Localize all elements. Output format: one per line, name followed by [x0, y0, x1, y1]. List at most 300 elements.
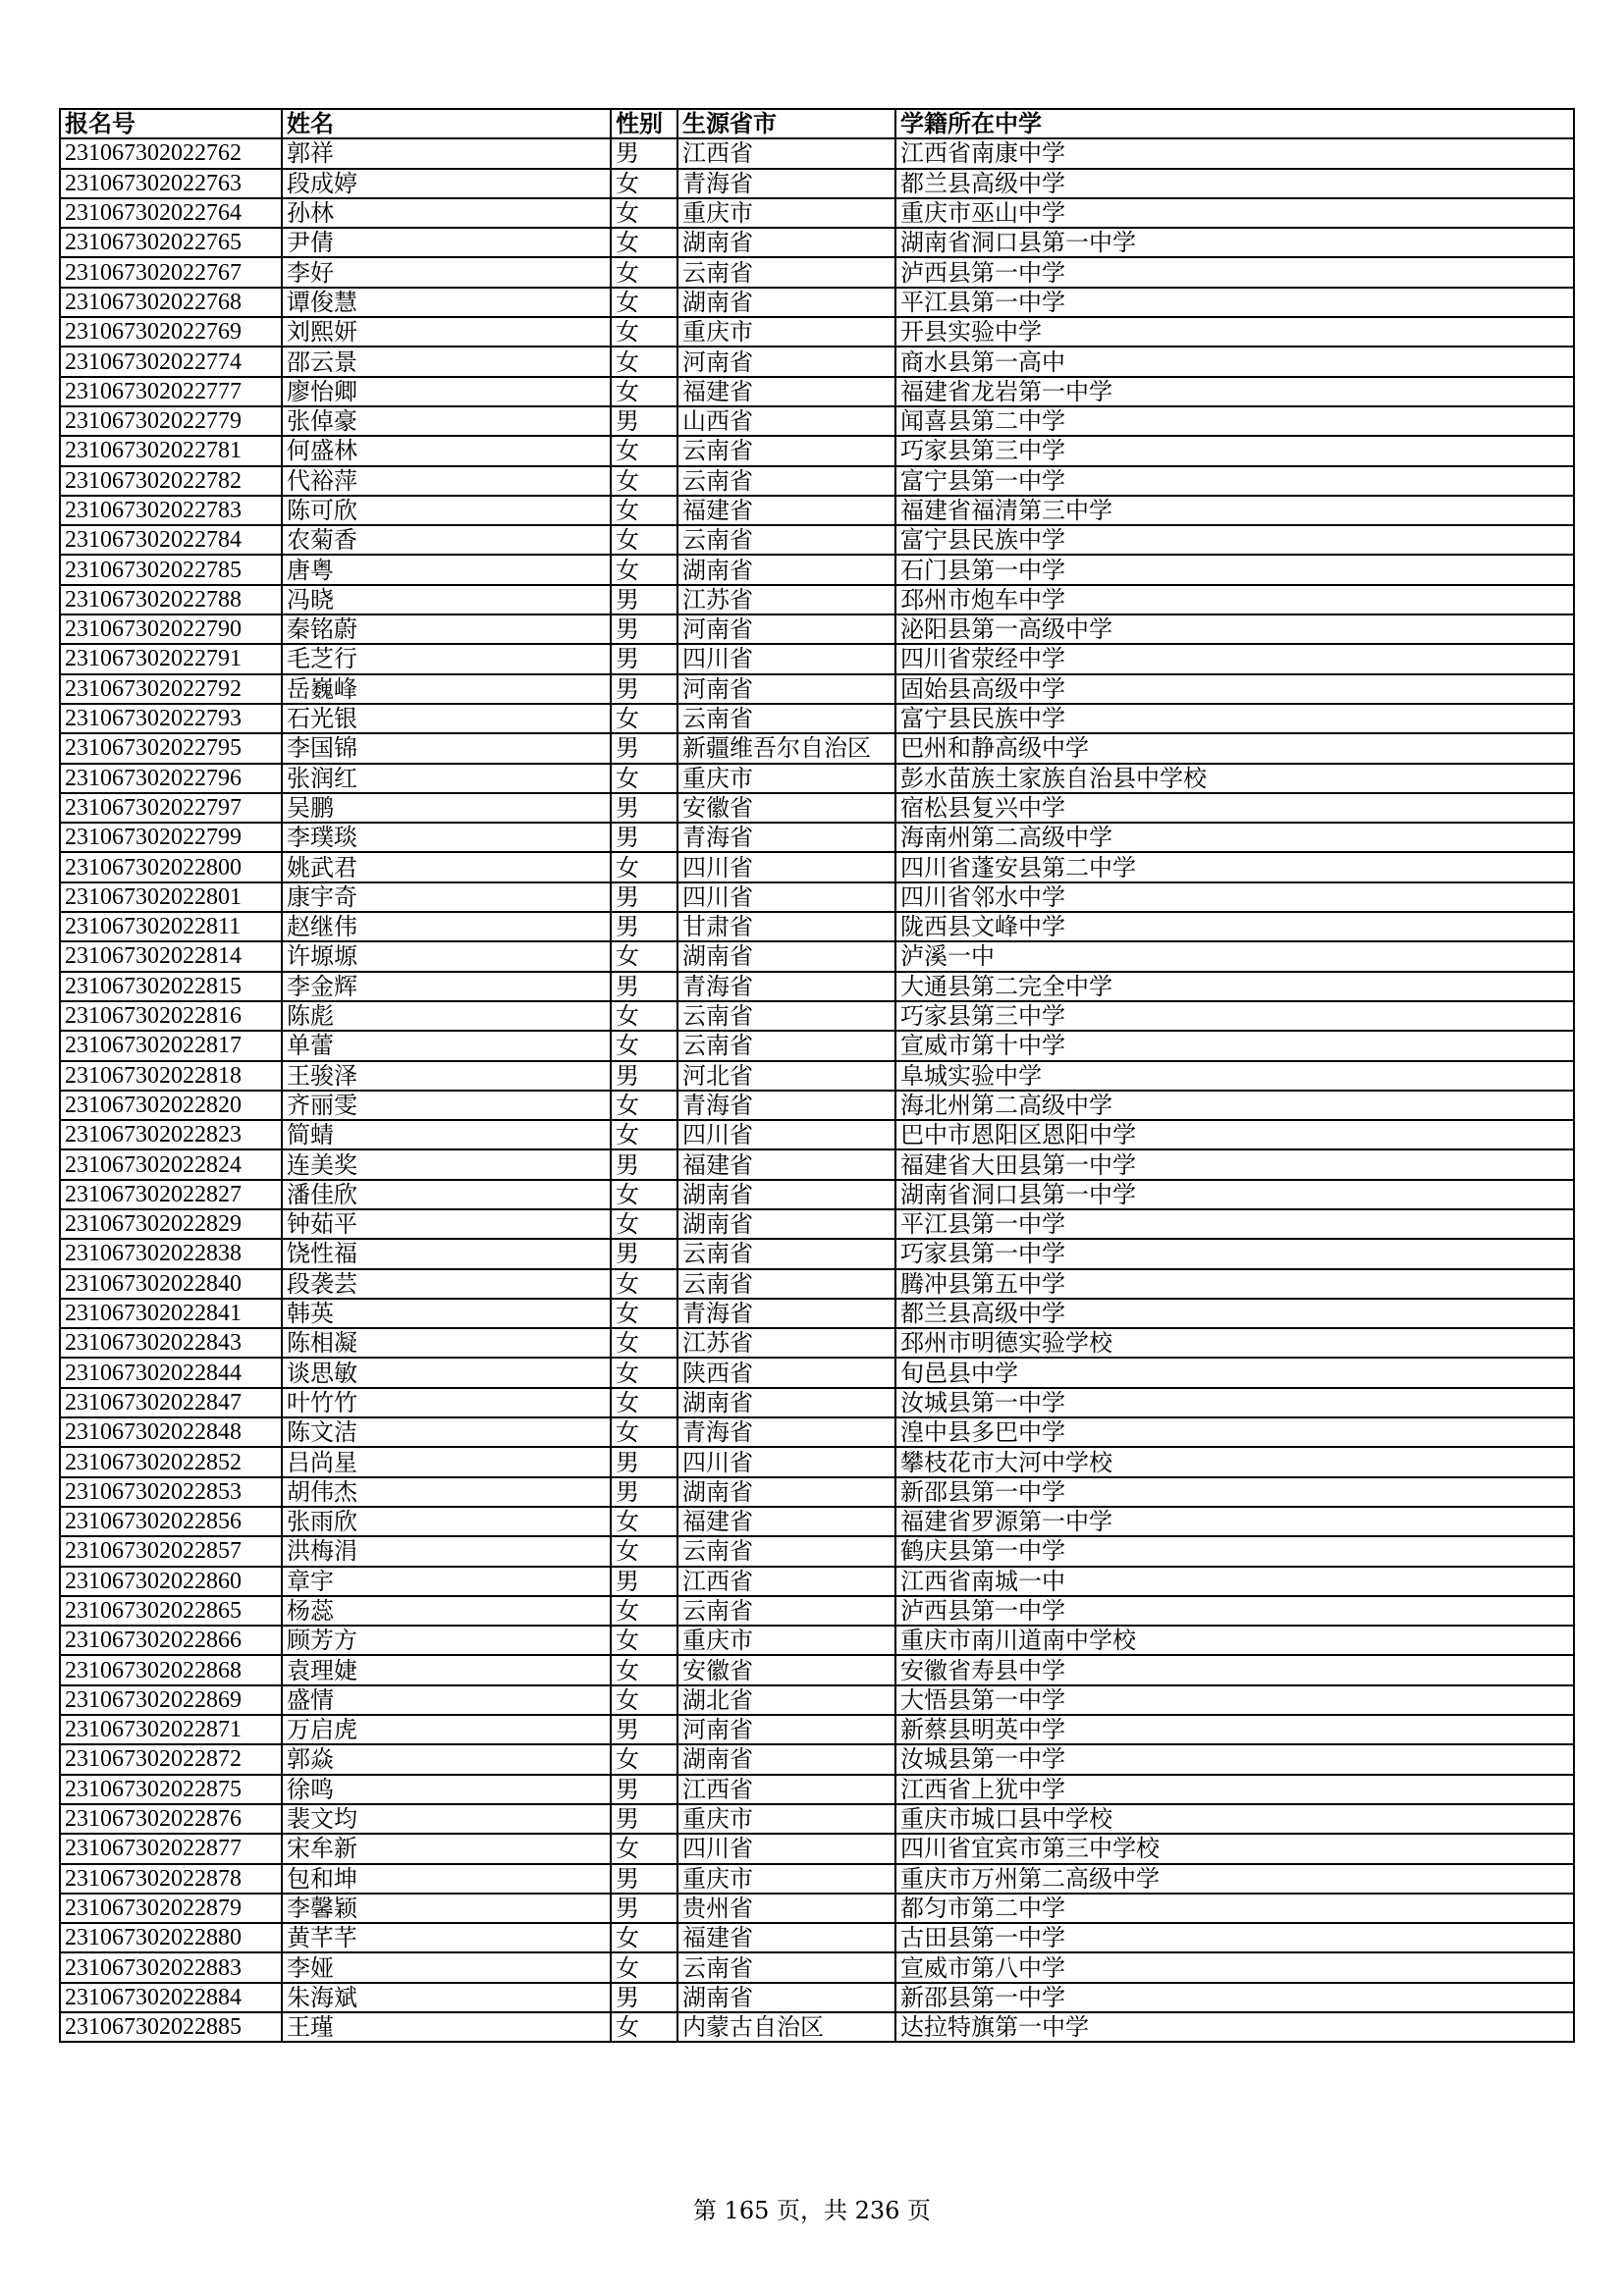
table-row — [60, 406, 1574, 436]
gender-cell: 男 — [611, 1894, 677, 1923]
registration-number-cell: 231067302022848 — [60, 1417, 282, 1447]
name-cell: 何盛林 — [282, 436, 611, 465]
province-cell: 四川省 — [677, 882, 895, 912]
high-school-cell: 邳州市炮车中学 — [895, 585, 1574, 614]
table-row — [60, 1417, 1574, 1447]
name-cell: 许塬塬 — [282, 941, 611, 971]
province-cell: 湖南省 — [677, 228, 895, 257]
high-school-cell: 闻喜县第二中学 — [895, 406, 1574, 436]
table-row — [60, 1031, 1574, 1060]
high-school-cell: 重庆市南川道南中学校 — [895, 1626, 1574, 1655]
name-cell: 饶性福 — [282, 1239, 611, 1268]
high-school-cell: 湖南省洞口县第一中学 — [895, 1180, 1574, 1209]
high-school-cell: 泸西县第一中学 — [895, 1596, 1574, 1626]
registration-number-cell: 231067302022815 — [60, 972, 282, 1001]
gender-cell: 女 — [611, 198, 677, 228]
registration-number-cell: 231067302022829 — [60, 1209, 282, 1239]
province-cell: 青海省 — [677, 972, 895, 1001]
table-row — [60, 1567, 1574, 1596]
high-school-cell: 泸西县第一中学 — [895, 257, 1574, 287]
name-cell: 李好 — [282, 257, 611, 287]
high-school-cell: 四川省邻水中学 — [895, 882, 1574, 912]
registration-number-cell: 231067302022793 — [60, 704, 282, 733]
registration-number-cell: 231067302022838 — [60, 1239, 282, 1268]
header-registration-number: 报名号 — [60, 109, 282, 138]
gender-cell: 男 — [611, 1477, 677, 1507]
name-cell: 陈相凝 — [282, 1328, 611, 1358]
gender-cell: 男 — [611, 1983, 677, 2012]
table-row — [60, 644, 1574, 673]
registration-number-cell: 231067302022827 — [60, 1180, 282, 1209]
registration-number-cell: 231067302022765 — [60, 228, 282, 257]
province-cell: 湖南省 — [677, 1180, 895, 1209]
province-cell: 湖南省 — [677, 941, 895, 971]
table-row — [60, 347, 1574, 376]
table-row — [60, 1685, 1574, 1715]
gender-cell: 女 — [611, 1328, 677, 1358]
province-cell: 青海省 — [677, 823, 895, 852]
table-body — [60, 138, 1574, 2042]
high-school-cell: 四川省蓬安县第二中学 — [895, 852, 1574, 881]
registration-number-cell: 231067302022762 — [60, 138, 282, 168]
province-cell: 云南省 — [677, 1001, 895, 1031]
table-row — [60, 1952, 1574, 1982]
province-cell: 云南省 — [677, 1596, 895, 1626]
high-school-cell: 巴中市恩阳区恩阳中学 — [895, 1120, 1574, 1149]
high-school-cell: 阜城实验中学 — [895, 1061, 1574, 1091]
gender-cell: 男 — [611, 1715, 677, 1744]
table-row — [60, 257, 1574, 287]
high-school-cell: 新蔡县明英中学 — [895, 1715, 1574, 1744]
province-cell: 陕西省 — [677, 1358, 895, 1387]
table-row — [60, 496, 1574, 525]
table-row — [60, 169, 1574, 198]
registration-number-cell: 231067302022784 — [60, 525, 282, 555]
name-cell: 郭祥 — [282, 138, 611, 168]
table-row — [60, 1299, 1574, 1328]
province-cell: 云南省 — [677, 704, 895, 733]
high-school-cell: 福建省罗源第一中学 — [895, 1507, 1574, 1536]
table-row — [60, 1388, 1574, 1417]
gender-cell: 男 — [611, 1567, 677, 1596]
registration-number-cell: 231067302022856 — [60, 1507, 282, 1536]
high-school-cell: 四川省宜宾市第三中学校 — [895, 1834, 1574, 1863]
province-cell: 湖南省 — [677, 555, 895, 584]
registration-number-cell: 231067302022795 — [60, 733, 282, 763]
province-cell: 四川省 — [677, 1447, 895, 1476]
gender-cell: 男 — [611, 793, 677, 823]
name-cell: 吴鹏 — [282, 793, 611, 823]
gender-cell: 女 — [611, 169, 677, 198]
high-school-cell: 海南州第二高级中学 — [895, 823, 1574, 852]
province-cell: 云南省 — [677, 257, 895, 287]
high-school-cell: 宣威市第八中学 — [895, 1952, 1574, 1982]
gender-cell: 女 — [611, 1923, 677, 1952]
province-cell: 新疆维吾尔自治区 — [677, 733, 895, 763]
high-school-cell: 石门县第一中学 — [895, 555, 1574, 584]
registration-number-cell: 231067302022799 — [60, 823, 282, 852]
name-cell: 万启虎 — [282, 1715, 611, 1744]
province-cell: 江苏省 — [677, 585, 895, 614]
table-row — [60, 1149, 1574, 1179]
high-school-cell: 巧家县第三中学 — [895, 1001, 1574, 1031]
province-cell: 云南省 — [677, 525, 895, 555]
gender-cell: 男 — [611, 1061, 677, 1091]
high-school-cell: 富宁县民族中学 — [895, 525, 1574, 555]
registration-number-cell: 231067302022777 — [60, 377, 282, 406]
high-school-cell: 大悟县第一中学 — [895, 1685, 1574, 1715]
table-row — [60, 793, 1574, 823]
table-row — [60, 1923, 1574, 1952]
name-cell: 唐粤 — [282, 555, 611, 584]
registration-number-cell: 231067302022868 — [60, 1655, 282, 1684]
gender-cell: 男 — [611, 912, 677, 941]
high-school-cell: 泸溪一中 — [895, 941, 1574, 971]
high-school-cell: 汝城县第一中学 — [895, 1388, 1574, 1417]
gender-cell: 女 — [611, 1834, 677, 1863]
name-cell: 单蕾 — [282, 1031, 611, 1060]
registration-number-cell: 231067302022792 — [60, 674, 282, 704]
province-cell: 重庆市 — [677, 198, 895, 228]
registration-number-cell: 231067302022853 — [60, 1477, 282, 1507]
high-school-cell: 邳州市明德实验学校 — [895, 1328, 1574, 1358]
table-row — [60, 1983, 1574, 2012]
name-cell: 岳巍峰 — [282, 674, 611, 704]
high-school-cell: 腾冲县第五中学 — [895, 1269, 1574, 1299]
admission-roster-table — [59, 108, 1575, 2043]
province-cell: 福建省 — [677, 496, 895, 525]
name-cell: 毛芝行 — [282, 644, 611, 673]
high-school-cell: 安徽省寿县中学 — [895, 1655, 1574, 1684]
province-cell: 河南省 — [677, 674, 895, 704]
province-cell: 河南省 — [677, 347, 895, 376]
table-row — [60, 138, 1574, 168]
gender-cell: 女 — [611, 228, 677, 257]
table-row — [60, 2012, 1574, 2042]
registration-number-cell: 231067302022782 — [60, 466, 282, 496]
name-cell: 章宇 — [282, 1567, 611, 1596]
gender-cell: 女 — [611, 1209, 677, 1239]
gender-cell: 男 — [611, 1447, 677, 1476]
gender-cell: 女 — [611, 555, 677, 584]
province-cell: 重庆市 — [677, 764, 895, 793]
gender-cell: 男 — [611, 972, 677, 1001]
registration-number-cell: 231067302022843 — [60, 1328, 282, 1358]
name-cell: 郭焱 — [282, 1744, 611, 1774]
gender-cell: 男 — [611, 138, 677, 168]
high-school-cell: 新邵县第一中学 — [895, 1477, 1574, 1507]
header-province: 生源省市 — [677, 109, 895, 138]
registration-number-cell: 231067302022857 — [60, 1536, 282, 1566]
gender-cell: 男 — [611, 406, 677, 436]
name-cell: 农菊香 — [282, 525, 611, 555]
high-school-cell: 汝城县第一中学 — [895, 1744, 1574, 1774]
name-cell: 连美奖 — [282, 1149, 611, 1179]
table-row — [60, 1061, 1574, 1091]
name-cell: 张倬豪 — [282, 406, 611, 436]
name-cell: 段袭芸 — [282, 1269, 611, 1299]
province-cell: 安徽省 — [677, 793, 895, 823]
province-cell: 福建省 — [677, 1149, 895, 1179]
province-cell: 河南省 — [677, 614, 895, 644]
table-row — [60, 228, 1574, 257]
gender-cell: 女 — [611, 317, 677, 347]
province-cell: 江西省 — [677, 138, 895, 168]
table-row — [60, 1536, 1574, 1566]
province-cell: 青海省 — [677, 1091, 895, 1120]
high-school-cell: 旬邑县中学 — [895, 1358, 1574, 1387]
name-cell: 康宇奇 — [282, 882, 611, 912]
high-school-cell: 福建省福清第三中学 — [895, 496, 1574, 525]
high-school-cell: 重庆市万州第二高级中学 — [895, 1864, 1574, 1894]
name-cell: 徐鸣 — [282, 1775, 611, 1804]
name-cell: 尹倩 — [282, 228, 611, 257]
table-row — [60, 823, 1574, 852]
high-school-cell: 开县实验中学 — [895, 317, 1574, 347]
name-cell: 胡伟杰 — [282, 1477, 611, 1507]
registration-number-cell: 231067302022811 — [60, 912, 282, 941]
gender-cell: 女 — [611, 1507, 677, 1536]
table-row — [60, 466, 1574, 496]
gender-cell: 女 — [611, 347, 677, 376]
high-school-cell: 重庆市城口县中学校 — [895, 1804, 1574, 1834]
high-school-cell: 鹤庆县第一中学 — [895, 1536, 1574, 1566]
registration-number-cell: 231067302022818 — [60, 1061, 282, 1091]
table-row — [60, 733, 1574, 763]
registration-number-cell: 231067302022774 — [60, 347, 282, 376]
gender-cell: 女 — [611, 1269, 677, 1299]
high-school-cell: 福建省大田县第一中学 — [895, 1149, 1574, 1179]
name-cell: 邵云景 — [282, 347, 611, 376]
registration-number-cell: 231067302022847 — [60, 1388, 282, 1417]
name-cell: 杨蕊 — [282, 1596, 611, 1626]
registration-number-cell: 231067302022788 — [60, 585, 282, 614]
table-row — [60, 972, 1574, 1001]
table-row — [60, 1180, 1574, 1209]
gender-cell: 女 — [611, 1952, 677, 1982]
registration-number-cell: 231067302022877 — [60, 1834, 282, 1863]
high-school-cell: 福建省龙岩第一中学 — [895, 377, 1574, 406]
high-school-cell: 富宁县民族中学 — [895, 704, 1574, 733]
high-school-cell: 都兰县高级中学 — [895, 1299, 1574, 1328]
header-gender: 性别 — [611, 109, 677, 138]
province-cell: 重庆市 — [677, 1626, 895, 1655]
province-cell: 江西省 — [677, 1567, 895, 1596]
registration-number-cell: 231067302022852 — [60, 1447, 282, 1476]
gender-cell: 男 — [611, 614, 677, 644]
table-row — [60, 288, 1574, 317]
gender-cell: 女 — [611, 1091, 677, 1120]
gender-cell: 女 — [611, 288, 677, 317]
province-cell: 河北省 — [677, 1061, 895, 1091]
high-school-cell: 宣威市第十中学 — [895, 1031, 1574, 1060]
gender-cell: 女 — [611, 1358, 677, 1387]
name-cell: 廖怡卿 — [282, 377, 611, 406]
province-cell: 湖南省 — [677, 1983, 895, 2012]
name-cell: 齐丽雯 — [282, 1091, 611, 1120]
registration-number-cell: 231067302022790 — [60, 614, 282, 644]
gender-cell: 男 — [611, 1239, 677, 1268]
name-cell: 简蜻 — [282, 1120, 611, 1149]
province-cell: 云南省 — [677, 466, 895, 496]
registration-number-cell: 231067302022817 — [60, 1031, 282, 1060]
province-cell: 四川省 — [677, 1120, 895, 1149]
high-school-cell: 商水县第一高中 — [895, 347, 1574, 376]
province-cell: 四川省 — [677, 1834, 895, 1863]
name-cell: 姚武君 — [282, 852, 611, 881]
province-cell: 江苏省 — [677, 1328, 895, 1358]
table-row — [60, 1269, 1574, 1299]
table-row — [60, 1447, 1574, 1476]
gender-cell: 女 — [611, 1626, 677, 1655]
gender-cell: 女 — [611, 1001, 677, 1031]
name-cell: 陈文洁 — [282, 1417, 611, 1447]
name-cell: 陈彪 — [282, 1001, 611, 1031]
high-school-cell: 攀枝花市大河中学校 — [895, 1447, 1574, 1476]
name-cell: 段成婷 — [282, 169, 611, 198]
province-cell: 重庆市 — [677, 317, 895, 347]
table-row — [60, 1775, 1574, 1804]
registration-number-cell: 231067302022785 — [60, 555, 282, 584]
high-school-cell: 巧家县第三中学 — [895, 436, 1574, 465]
high-school-cell: 大通县第二完全中学 — [895, 972, 1574, 1001]
high-school-cell: 湟中县多巴中学 — [895, 1417, 1574, 1447]
high-school-cell: 四川省荥经中学 — [895, 644, 1574, 673]
gender-cell: 女 — [611, 1417, 677, 1447]
registration-number-cell: 231067302022801 — [60, 882, 282, 912]
province-cell: 湖南省 — [677, 288, 895, 317]
gender-cell: 男 — [611, 733, 677, 763]
high-school-cell: 湖南省洞口县第一中学 — [895, 228, 1574, 257]
province-cell: 福建省 — [677, 377, 895, 406]
registration-number-cell: 231067302022860 — [60, 1567, 282, 1596]
table-row — [60, 1715, 1574, 1744]
province-cell: 湖北省 — [677, 1685, 895, 1715]
gender-cell: 女 — [611, 1031, 677, 1060]
registration-number-cell: 231067302022820 — [60, 1091, 282, 1120]
name-cell: 李金辉 — [282, 972, 611, 1001]
table-row — [60, 614, 1574, 644]
name-cell: 顾芳方 — [282, 1626, 611, 1655]
high-school-cell: 都匀市第二中学 — [895, 1894, 1574, 1923]
gender-cell: 女 — [611, 525, 677, 555]
table-row — [60, 852, 1574, 881]
registration-number-cell: 231067302022865 — [60, 1596, 282, 1626]
table-row — [60, 555, 1574, 584]
name-cell: 张润红 — [282, 764, 611, 793]
registration-number-cell: 231067302022769 — [60, 317, 282, 347]
gender-cell: 女 — [611, 1655, 677, 1684]
registration-number-cell: 231067302022884 — [60, 1983, 282, 2012]
province-cell: 云南省 — [677, 1269, 895, 1299]
high-school-cell: 彭水苗族土家族自治县中学校 — [895, 764, 1574, 793]
name-cell: 潘佳欣 — [282, 1180, 611, 1209]
registration-number-cell: 231067302022797 — [60, 793, 282, 823]
registration-number-cell: 231067302022824 — [60, 1149, 282, 1179]
province-cell: 重庆市 — [677, 1804, 895, 1834]
registration-number-cell: 231067302022781 — [60, 436, 282, 465]
name-cell: 谭俊慧 — [282, 288, 611, 317]
province-cell: 内蒙古自治区 — [677, 2012, 895, 2042]
high-school-cell: 平江县第一中学 — [895, 288, 1574, 317]
gender-cell: 女 — [611, 1120, 677, 1149]
gender-cell: 男 — [611, 585, 677, 614]
registration-number-cell: 231067302022844 — [60, 1358, 282, 1387]
name-cell: 裴文均 — [282, 1804, 611, 1834]
high-school-cell: 都兰县高级中学 — [895, 169, 1574, 198]
high-school-cell: 达拉特旗第一中学 — [895, 2012, 1574, 2042]
province-cell: 四川省 — [677, 644, 895, 673]
high-school-cell: 江西省上犹中学 — [895, 1775, 1574, 1804]
province-cell: 云南省 — [677, 436, 895, 465]
high-school-cell: 海北州第二高级中学 — [895, 1091, 1574, 1120]
table-row — [60, 198, 1574, 228]
name-cell: 黄芊芊 — [282, 1923, 611, 1952]
registration-number-cell: 231067302022885 — [60, 2012, 282, 2042]
registration-number-cell: 231067302022783 — [60, 496, 282, 525]
table-row — [60, 1596, 1574, 1626]
table-row — [60, 525, 1574, 555]
name-cell: 吕尚星 — [282, 1447, 611, 1476]
high-school-cell: 平江县第一中学 — [895, 1209, 1574, 1239]
gender-cell: 男 — [611, 1149, 677, 1179]
gender-cell: 男 — [611, 1804, 677, 1834]
name-cell: 冯晓 — [282, 585, 611, 614]
gender-cell: 女 — [611, 257, 677, 287]
gender-cell: 男 — [611, 644, 677, 673]
table-row — [60, 1120, 1574, 1149]
province-cell: 重庆市 — [677, 1864, 895, 1894]
table-row — [60, 1834, 1574, 1863]
province-cell: 安徽省 — [677, 1655, 895, 1684]
high-school-cell: 古田县第一中学 — [895, 1923, 1574, 1952]
name-cell: 李娅 — [282, 1952, 611, 1982]
gender-cell: 女 — [611, 1596, 677, 1626]
province-cell: 福建省 — [677, 1923, 895, 1952]
gender-cell: 女 — [611, 764, 677, 793]
table-row — [60, 941, 1574, 971]
high-school-cell: 宿松县复兴中学 — [895, 793, 1574, 823]
province-cell: 青海省 — [677, 169, 895, 198]
table-row — [60, 317, 1574, 347]
province-cell: 江西省 — [677, 1775, 895, 1804]
header-name: 姓名 — [282, 109, 611, 138]
high-school-cell: 巴州和静高级中学 — [895, 733, 1574, 763]
registration-number-cell: 231067302022768 — [60, 288, 282, 317]
high-school-cell: 江西省南康中学 — [895, 138, 1574, 168]
name-cell: 韩英 — [282, 1299, 611, 1328]
registration-number-cell: 231067302022816 — [60, 1001, 282, 1031]
table-row — [60, 1894, 1574, 1923]
table-row — [60, 1239, 1574, 1268]
gender-cell: 女 — [611, 2012, 677, 2042]
high-school-cell: 固始县高级中学 — [895, 674, 1574, 704]
table-row — [60, 1209, 1574, 1239]
gender-cell: 男 — [611, 1864, 677, 1894]
name-cell: 叶竹竹 — [282, 1388, 611, 1417]
gender-cell: 男 — [611, 674, 677, 704]
table-row — [60, 1744, 1574, 1774]
table-row — [60, 1626, 1574, 1655]
table-row — [60, 436, 1574, 465]
name-cell: 盛情 — [282, 1685, 611, 1715]
registration-number-cell: 231067302022876 — [60, 1804, 282, 1834]
registration-number-cell: 231067302022800 — [60, 852, 282, 881]
gender-cell: 女 — [611, 436, 677, 465]
high-school-cell: 富宁县第一中学 — [895, 466, 1574, 496]
table-row — [60, 1477, 1574, 1507]
gender-cell: 女 — [611, 1299, 677, 1328]
